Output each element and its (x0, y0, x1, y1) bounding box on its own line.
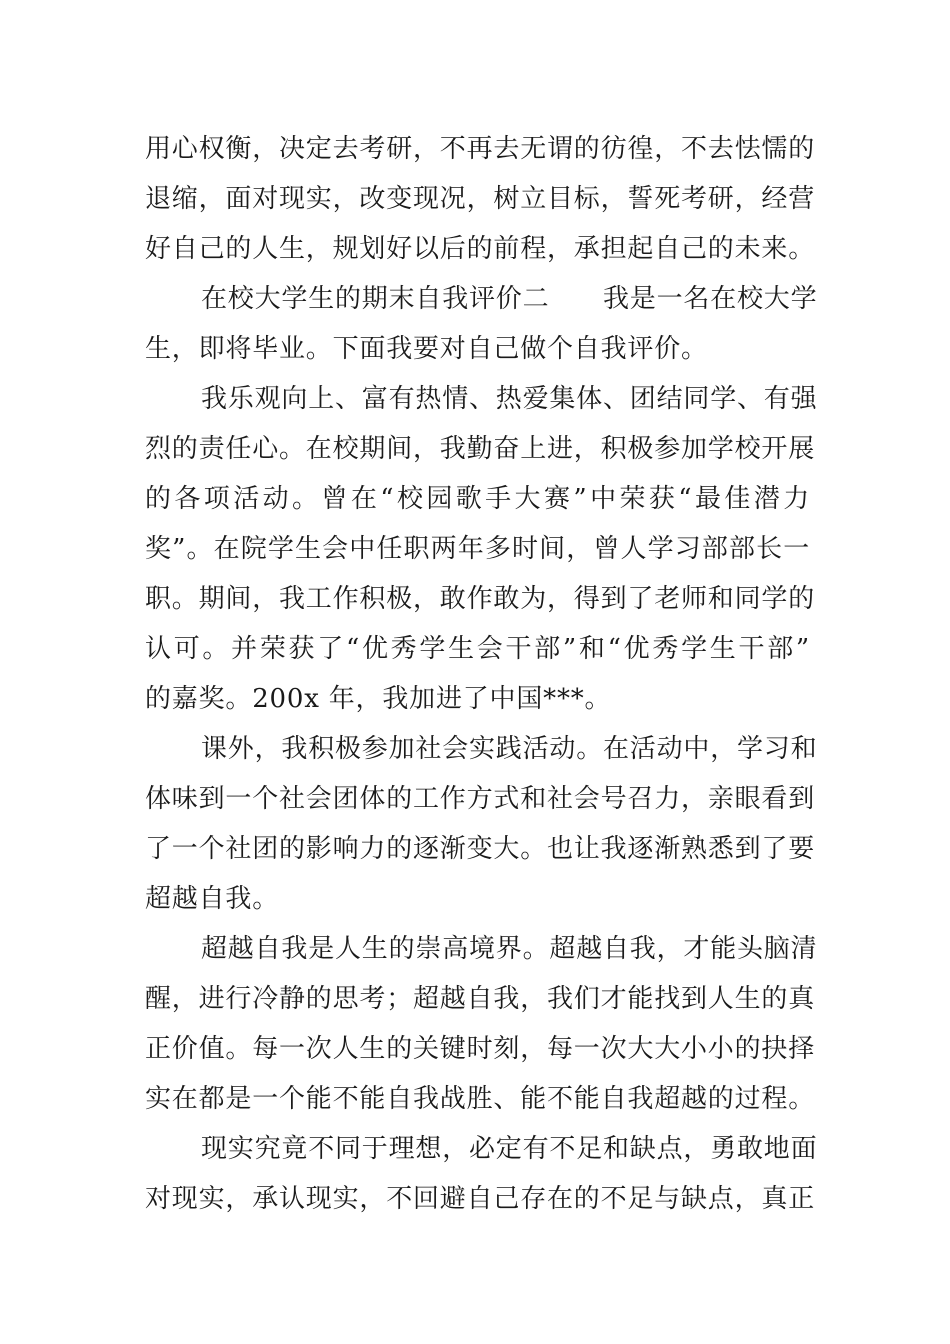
document-body (145, 124, 818, 1224)
text-line: 的各项活动。曾在“校园歌手大赛”中荣获“最佳潜力 (145, 484, 810, 514)
text-line: 正价值。每一次人生的关键时刻，每一次大大小小的抉择 (145, 1034, 816, 1064)
text-line: 实在都是一个能不能自我战胜、能不能自我超越的过程。 (145, 1084, 816, 1114)
paragraph-5 (145, 924, 818, 1124)
paragraph-1 (145, 124, 816, 274)
text-line: 好自己的人生，规划好以后的前程，承担起自己的未来。 (145, 234, 816, 264)
text-line: 超越自我是人生的崇高境界。超越自我，才能头脑清 (201, 934, 818, 964)
text-line: 用心权衡，决定去考研，不再去无谓的彷徨，不去怯懦的 (145, 134, 816, 164)
text-line: 超越自我。 (145, 884, 280, 914)
text-line: 了一个社团的影响力的逐渐变大。也让我逐渐熟悉到了要 (145, 834, 816, 864)
text-line: 烈的责任心。在校期间，我勤奋上进，积极参加学校开展 (145, 434, 816, 464)
text-line: 对现实，承认现实，不回避自己存在的不足与缺点，真正 (145, 1184, 816, 1214)
text-line: 职。期间，我工作积极，敢作敢为，得到了老师和同学的 (145, 584, 816, 614)
paragraph-3 (145, 374, 818, 724)
text-line: 生，即将毕业。下面我要对自己做个自我评价。 (145, 334, 708, 364)
paragraph-6 (145, 1124, 818, 1224)
text-line: 体味到一个社会团体的工作方式和社会号召力，亲眼看到 (145, 784, 816, 814)
paragraph-4 (145, 724, 818, 924)
text-line: 退缩，面对现实，改变现况，树立目标，誓死考研，经营 (145, 184, 816, 214)
paragraph-2 (145, 274, 818, 374)
text-line: 课外，我积极参加社会实践活动。在活动中，学习和 (201, 734, 818, 764)
text-line: 在校大学生的期末自我评价二 我是一名在校大学 (201, 284, 818, 314)
text-line: 醒，进行冷静的思考；超越自我，我们才能找到人生的真 (145, 984, 816, 1014)
text-line: 现实究竟不同于理想，必定有不足和缺点，勇敢地面 (201, 1134, 818, 1164)
text-line: 的嘉奖。200x 年，我加进了中国***。 (145, 684, 612, 714)
text-line: 奖”。在院学生会中任职两年多时间，曾人学习部部长一 (145, 534, 810, 564)
text-line: 我乐观向上、富有热情、热爱集体、团结同学、有强 (201, 384, 818, 414)
text-line: 认可。并荣获了“优秀学生会干部”和“优秀学生干部” (145, 634, 810, 664)
